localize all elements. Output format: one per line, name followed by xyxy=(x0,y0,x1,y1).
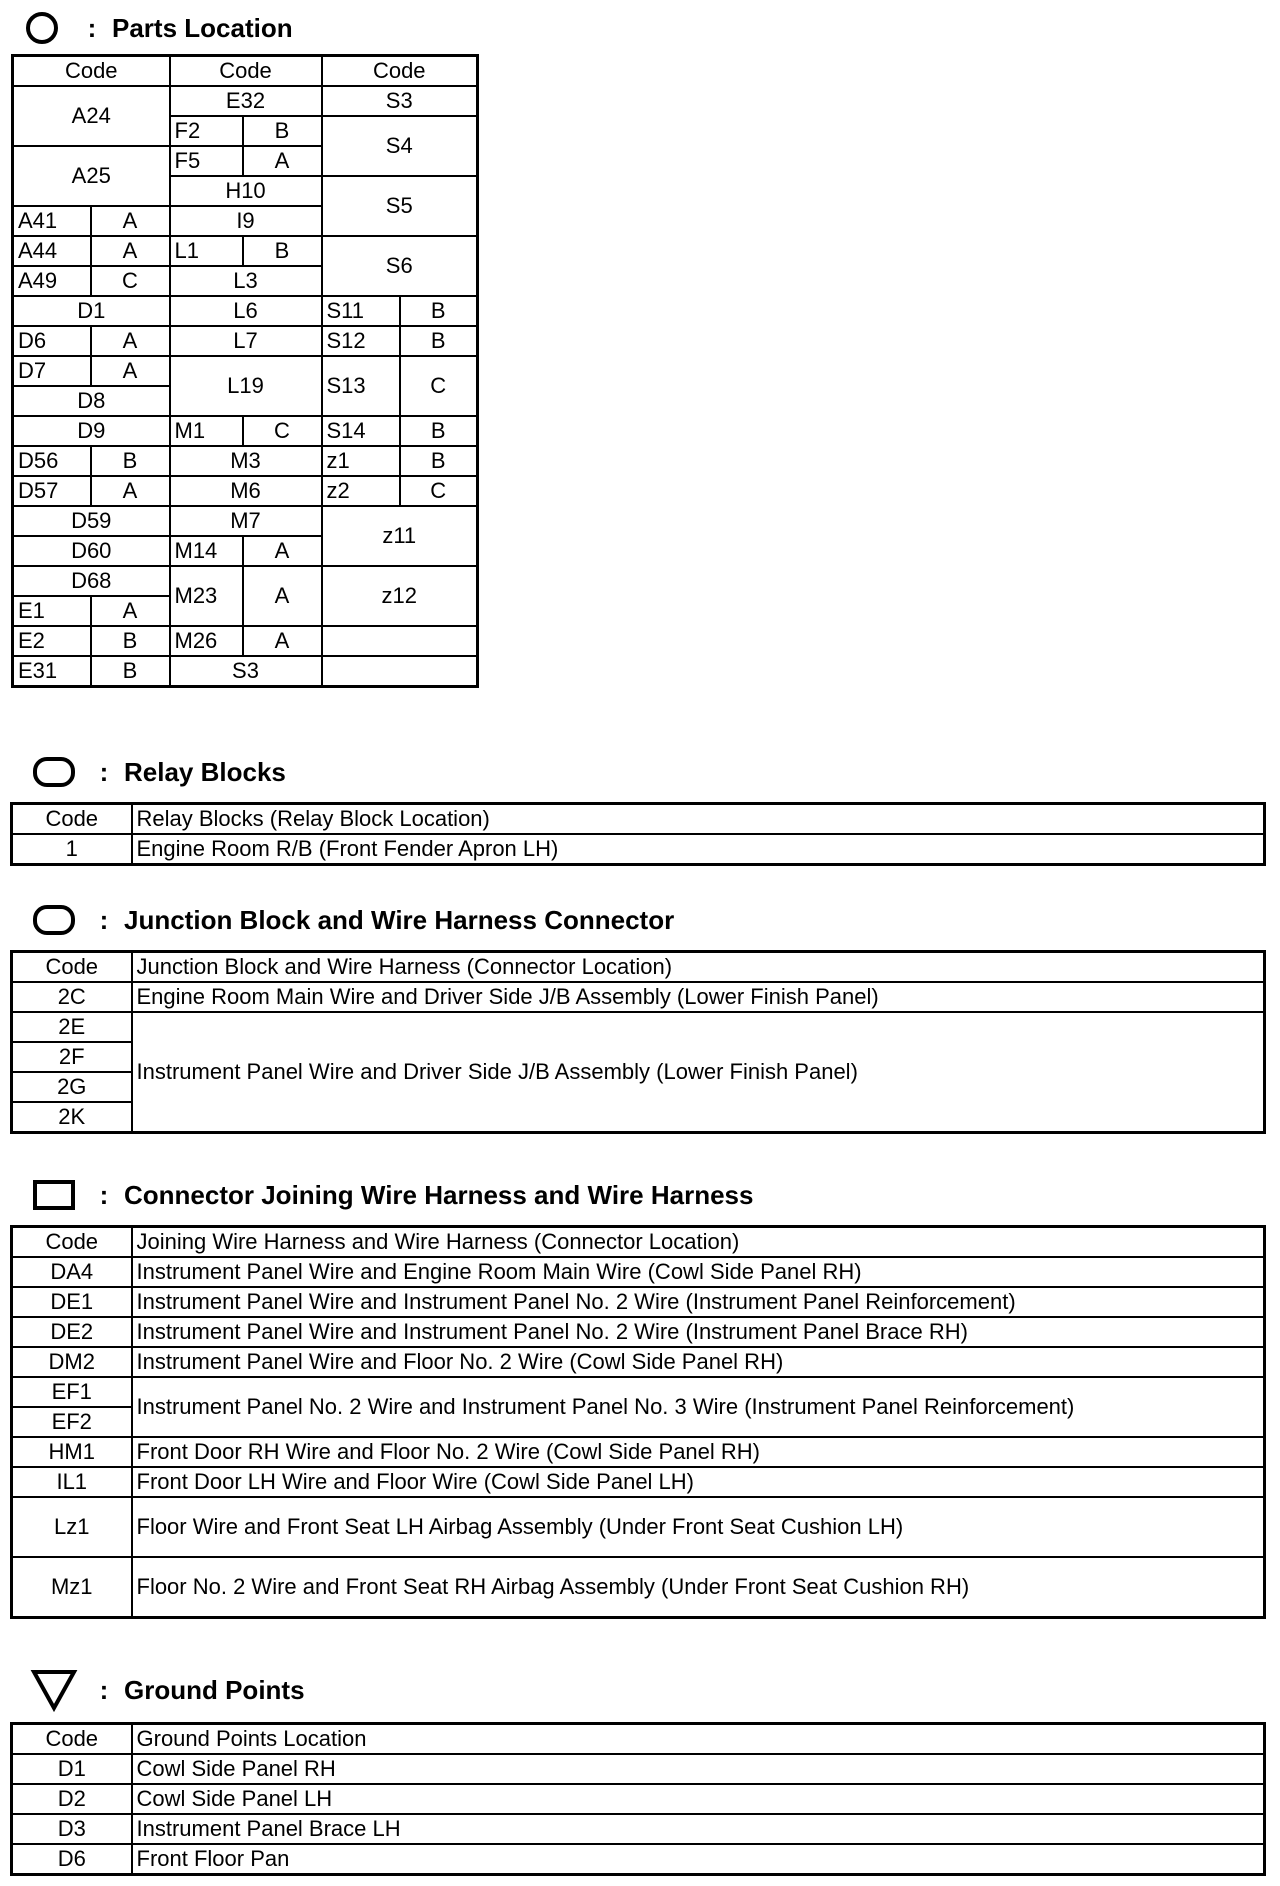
part-location-letter: C xyxy=(91,266,170,296)
code-cell: D1 xyxy=(12,1754,132,1784)
part-code: H10 xyxy=(170,176,322,206)
part-code: L7 xyxy=(170,326,322,356)
table-row xyxy=(13,326,478,356)
description-cell: Instrument Panel Wire and Engine Room Main Wire (Cowl Side Panel RH) xyxy=(132,1257,1265,1287)
code-cell: DA4 xyxy=(12,1257,132,1287)
code-cell: IL1 xyxy=(12,1467,132,1497)
code-cell: EF2 xyxy=(12,1407,132,1437)
relay-blocks-header: : Relay Blocks xyxy=(24,752,286,792)
part-code: z11 xyxy=(322,506,478,566)
part-code: E1 xyxy=(13,596,91,626)
part-code: S3 xyxy=(322,86,478,116)
joining-connector-header: : Connector Joining Wire Harness and Wire Harness xyxy=(24,1175,753,1215)
part-code: S14 xyxy=(322,416,400,446)
description-cell: Instrument Panel Wire and Instrument Panel No. 2 Wire (Instrument Panel Reinforcement) xyxy=(132,1287,1265,1317)
table-row xyxy=(12,982,1265,1012)
code-column-header: Code xyxy=(12,1227,132,1258)
part-code: D56 xyxy=(13,446,91,476)
circle-symbol-icon xyxy=(12,8,72,48)
relay-blocks-title: Relay Blocks xyxy=(124,756,286,787)
part-code: A24 xyxy=(13,86,170,146)
table-header-row xyxy=(12,1724,1265,1755)
description-cell: Instrument Panel Wire and Floor No. 2 Wire (Cowl Side Panel RH) xyxy=(132,1347,1265,1377)
code-cell: Lz1 xyxy=(12,1497,132,1557)
part-code: S4 xyxy=(322,116,478,176)
part-location-letter: A xyxy=(91,206,170,236)
column-header: Code xyxy=(322,56,478,87)
table-row xyxy=(12,1754,1265,1784)
ground-points-table xyxy=(10,1722,1266,1876)
part-location-letter: C xyxy=(243,416,322,446)
description-cell: Instrument Panel Brace LH xyxy=(132,1814,1265,1844)
junction-block-title: Junction Block and Wire Harness Connector xyxy=(124,904,675,935)
part-code: E2 xyxy=(13,626,91,656)
part-location-letter: A xyxy=(243,146,322,176)
part-code: D6 xyxy=(13,326,91,356)
table-row xyxy=(13,86,478,116)
table-row xyxy=(13,296,478,326)
table-row xyxy=(13,446,478,476)
part-location-letter: B xyxy=(400,416,478,446)
part-code: M6 xyxy=(170,476,322,506)
table-row xyxy=(13,236,478,266)
joining-connector-title: Connector Joining Wire Harness and Wire Harness xyxy=(124,1179,754,1210)
part-code: L1 xyxy=(170,236,243,266)
description-column-header: Ground Points Location xyxy=(132,1724,1265,1755)
table-row xyxy=(13,476,478,506)
part-code: z2 xyxy=(322,476,400,506)
square-symbol-icon xyxy=(24,1175,84,1215)
part-location-letter: B xyxy=(243,236,322,266)
part-location-letter: B xyxy=(400,446,478,476)
parts-location-header: : Parts Location xyxy=(12,8,293,48)
part-code: L19 xyxy=(170,356,322,416)
rounded-rect-symbol-icon xyxy=(24,752,84,792)
part-location-letter: A xyxy=(91,476,170,506)
table-header-row xyxy=(12,952,1265,983)
part-location-letter: B xyxy=(91,656,170,687)
part-code: I9 xyxy=(170,206,322,236)
description-column-header: Joining Wire Harness and Wire Harness (Connector Location) xyxy=(132,1227,1265,1258)
ground-points-title: Ground Points xyxy=(124,1674,305,1705)
part-code: L3 xyxy=(170,266,322,296)
code-cell: DE2 xyxy=(12,1317,132,1347)
part-code: A41 xyxy=(13,206,91,236)
table-row xyxy=(13,656,478,687)
table-row xyxy=(12,1377,1265,1407)
part-code: S6 xyxy=(322,236,478,296)
part-code xyxy=(322,656,478,687)
part-code: D59 xyxy=(13,506,170,536)
part-code: D9 xyxy=(13,416,170,446)
part-location-letter: B xyxy=(400,296,478,326)
part-code: D57 xyxy=(13,476,91,506)
table-row xyxy=(12,1012,1265,1042)
part-code: M1 xyxy=(170,416,243,446)
part-code: E31 xyxy=(13,656,91,687)
code-cell: EF1 xyxy=(12,1377,132,1407)
part-code: M26 xyxy=(170,626,243,656)
table-header-row xyxy=(12,1227,1265,1258)
part-location-letter: A xyxy=(243,536,322,566)
code-cell: 2G xyxy=(12,1072,132,1102)
table-row xyxy=(12,1287,1265,1317)
table-row xyxy=(12,1467,1265,1497)
part-code: D1 xyxy=(13,296,170,326)
description-cell: Instrument Panel Wire and Driver Side J/B Assembly (Lower Finish Panel) xyxy=(132,1012,1265,1133)
part-code: S5 xyxy=(322,176,478,236)
code-column-header: Code xyxy=(12,804,132,835)
table-row xyxy=(13,356,478,386)
table-row xyxy=(12,1844,1265,1875)
description-cell: Front Floor Pan xyxy=(132,1844,1265,1875)
part-code: A44 xyxy=(13,236,91,266)
description-cell: Engine Room R/B (Front Fender Apron LH) xyxy=(132,834,1265,865)
description-cell: Cowl Side Panel LH xyxy=(132,1784,1265,1814)
code-cell: 1 xyxy=(12,834,132,865)
table-row xyxy=(12,1257,1265,1287)
part-location-letter: A xyxy=(91,356,170,386)
description-column-header: Relay Blocks (Relay Block Location) xyxy=(132,804,1265,835)
code-column-header: Code xyxy=(12,1724,132,1755)
part-location-letter: B xyxy=(400,326,478,356)
description-cell: Cowl Side Panel RH xyxy=(132,1754,1265,1784)
table-row xyxy=(12,834,1265,865)
part-location-letter: A xyxy=(91,596,170,626)
code-cell: 2K xyxy=(12,1102,132,1133)
description-cell: Floor Wire and Front Seat LH Airbag Assembly (Under Front Seat Cushion LH) xyxy=(132,1497,1265,1557)
part-code: A25 xyxy=(13,146,170,206)
table-row xyxy=(13,506,478,536)
part-code: D60 xyxy=(13,536,170,566)
description-column-header: Junction Block and Wire Harness (Connector Location) xyxy=(132,952,1265,983)
table-header-row xyxy=(12,804,1265,835)
part-code: M7 xyxy=(170,506,322,536)
part-code: D68 xyxy=(13,566,170,596)
part-code: E32 xyxy=(170,86,322,116)
part-location-letter: C xyxy=(400,356,478,416)
code-cell: DM2 xyxy=(12,1347,132,1377)
rounded-rect-symbol-icon xyxy=(24,900,84,940)
part-code: M23 xyxy=(170,566,243,626)
table-row xyxy=(13,626,478,656)
part-code: S13 xyxy=(322,356,400,416)
parts-location-table xyxy=(11,54,479,688)
part-code: M14 xyxy=(170,536,243,566)
part-code: F2 xyxy=(170,116,243,146)
table-row xyxy=(12,1814,1265,1844)
code-column-header: Code xyxy=(12,952,132,983)
part-code: M3 xyxy=(170,446,322,476)
part-location-letter: A xyxy=(91,236,170,266)
part-location-letter: B xyxy=(243,116,322,146)
joining-connector-table xyxy=(10,1225,1266,1619)
table-row xyxy=(13,416,478,446)
part-code xyxy=(322,626,478,656)
code-cell: 2C xyxy=(12,982,132,1012)
table-row xyxy=(12,1437,1265,1467)
ground-points-header: : Ground Points xyxy=(24,1670,305,1710)
description-cell: Engine Room Main Wire and Driver Side J/B Assembly (Lower Finish Panel) xyxy=(132,982,1265,1012)
part-location-letter: B xyxy=(91,446,170,476)
table-row xyxy=(12,1784,1265,1814)
description-cell: Front Door LH Wire and Floor Wire (Cowl Side Panel LH) xyxy=(132,1467,1265,1497)
part-location-letter: B xyxy=(91,626,170,656)
relay-blocks-table xyxy=(10,802,1266,866)
code-cell: 2E xyxy=(12,1012,132,1042)
code-cell: DE1 xyxy=(12,1287,132,1317)
description-cell: Front Door RH Wire and Floor No. 2 Wire (Cowl Side Panel RH) xyxy=(132,1437,1265,1467)
code-cell: 2F xyxy=(12,1042,132,1072)
description-cell: Instrument Panel Wire and Instrument Panel No. 2 Wire (Instrument Panel Brace RH) xyxy=(132,1317,1265,1347)
part-code: L6 xyxy=(170,296,322,326)
triangle-symbol-icon xyxy=(24,1670,84,1710)
part-code: D7 xyxy=(13,356,91,386)
part-code: S11 xyxy=(322,296,400,326)
part-code: S12 xyxy=(322,326,400,356)
junction-block-table xyxy=(10,950,1266,1134)
part-code: D8 xyxy=(13,386,170,416)
description-cell: Instrument Panel No. 2 Wire and Instrument Panel No. 3 Wire (Instrument Panel Reinforcement) xyxy=(132,1377,1265,1437)
part-code: z1 xyxy=(322,446,400,476)
table-row xyxy=(13,566,478,596)
part-code: z12 xyxy=(322,566,478,626)
table-row xyxy=(12,1347,1265,1377)
code-cell: D6 xyxy=(12,1844,132,1875)
part-location-letter: A xyxy=(91,326,170,356)
parts-location-title: Parts Location xyxy=(112,12,293,43)
column-header: Code xyxy=(170,56,322,87)
part-code: F5 xyxy=(170,146,243,176)
table-row xyxy=(12,1317,1265,1347)
table-row xyxy=(12,1557,1265,1618)
code-cell: D2 xyxy=(12,1784,132,1814)
part-code: A49 xyxy=(13,266,91,296)
description-cell: Floor No. 2 Wire and Front Seat RH Airbag Assembly (Under Front Seat Cushion RH) xyxy=(132,1557,1265,1618)
part-location-letter: A xyxy=(243,566,322,626)
code-cell: D3 xyxy=(12,1814,132,1844)
part-location-letter: C xyxy=(400,476,478,506)
part-location-letter: A xyxy=(243,626,322,656)
junction-block-header: : Junction Block and Wire Harness Connector xyxy=(24,900,674,940)
code-cell: Mz1 xyxy=(12,1557,132,1618)
code-cell: HM1 xyxy=(12,1437,132,1467)
part-code: S3 xyxy=(170,656,322,687)
table-row xyxy=(12,1497,1265,1557)
column-header: Code xyxy=(13,56,170,87)
